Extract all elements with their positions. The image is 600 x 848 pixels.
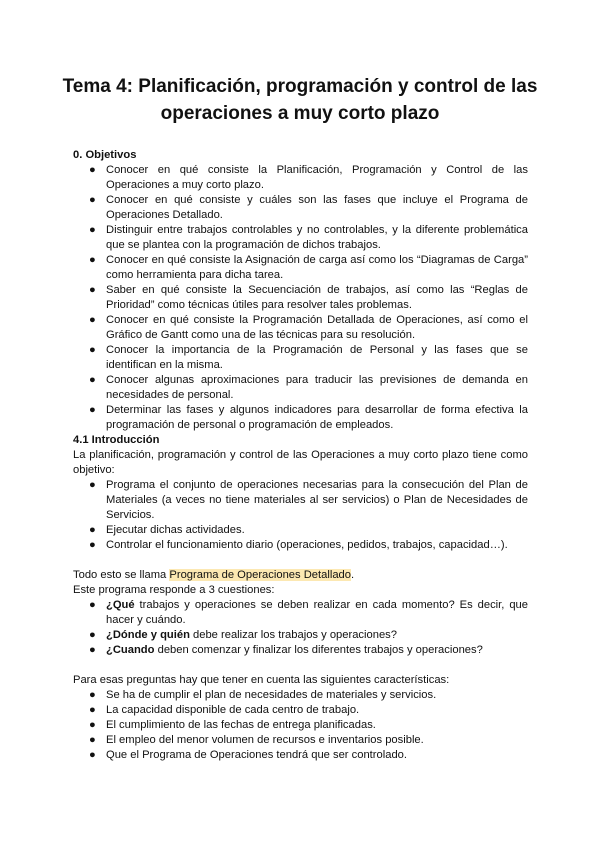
list-item: ● Ejecutar dichas actividades.: [89, 524, 245, 536]
objectives-list: [73, 163, 528, 433]
list-item: ● La capacidad disponible de cada centro de trabajo.: [89, 704, 360, 716]
highlighted-term: Programa de Operaciones Detallado: [169, 569, 351, 581]
question-keyword: ¿Dónde y quién: [106, 629, 190, 641]
introduction-list: [73, 478, 528, 553]
spacer: [73, 553, 528, 568]
list-item: ● ¿Dónde y quién debe realizar los trabajos y operaciones?: [89, 629, 397, 641]
characteristics-intro: Para esas preguntas hay que tener en cuenta las siguientes características:: [73, 674, 450, 686]
document-body: [73, 148, 528, 763]
question-keyword: ¿Cuando: [106, 644, 155, 656]
page-title-line1: Tema 4: Planificación, programación y control de las: [62, 76, 538, 97]
list-item: ● Se ha de cumplir el plan de necesidades de materiales y servicios.: [89, 689, 437, 701]
bullet-icon: ●: [89, 404, 96, 416]
characteristics-list: [73, 688, 528, 763]
bullet-icon: ●: [89, 749, 96, 761]
objectives-heading: 0. Objetivos: [73, 149, 137, 161]
bullet-icon: ●: [89, 539, 96, 551]
bullet-icon: ●: [89, 314, 96, 326]
list-item: ● ¿Cuando deben comenzar y finalizar los diferentes trabajos y operaciones?: [89, 644, 483, 656]
list-item: ● Distinguir entre trabajos controlables y no controlables, y la diferente problemática que se plantea con la programación de dichos trabajos.: [89, 224, 528, 251]
page-title-line2: operaciones a muy corto plazo: [160, 103, 440, 124]
bullet-icon: ●: [89, 164, 96, 176]
list-item: ● Que el Programa de Operaciones tendrá que ser controlado.: [89, 749, 407, 761]
questions-list: [73, 598, 528, 658]
list-item: ● Determinar las fases y algunos indicadores para desarrollar de forma efectiva la programación de personal o programación de empleados.: [89, 404, 528, 431]
list-item: ● Conocer la importancia de la Programación de Personal y las fases que se identifican en la misma.: [89, 344, 528, 371]
program-responds: Este programa responde a 3 cuestiones:: [73, 584, 275, 596]
bullet-icon: ●: [89, 479, 96, 491]
bullet-icon: ●: [89, 224, 96, 236]
list-item: ● Controlar el funcionamiento diario (operaciones, pedidos, trabajos, capacidad…).: [89, 539, 508, 551]
introduction-paragraph: La planificación, programación y control de las Operaciones a muy corto plazo tiene como objetivo:: [73, 449, 528, 476]
list-item: ● Conocer en qué consiste la Planificación, Programación y Control de las Operaciones a muy corto plazo.: [89, 164, 528, 191]
list-item: ● Saber en qué consiste la Secuenciación de trabajos, así como las “Reglas de Prioridad” como técnicas útiles para resolver tales problemas.: [89, 284, 528, 311]
bullet-icon: ●: [89, 719, 96, 731]
bullet-icon: ●: [89, 254, 96, 266]
bullet-icon: ●: [89, 704, 96, 716]
bullet-icon: ●: [89, 374, 96, 386]
list-item: ● El empleo del menor volumen de recursos e inventarios posible.: [89, 734, 424, 746]
list-item: ● Conocer en qué consiste la Asignación de carga así como los “Diagramas de Carga” como herramienta para dicha tarea.: [89, 254, 528, 281]
bullet-icon: ●: [89, 284, 96, 296]
list-item: ● Conocer algunas aproximaciones para traducir las previsiones de demanda en necesidades de personal.: [89, 374, 528, 401]
bullet-icon: ●: [89, 689, 96, 701]
program-intro: Todo esto se llama Programa de Operaciones Detallado.: [73, 569, 355, 581]
bullet-icon: ●: [89, 629, 96, 641]
list-item: ● Conocer en qué consiste la Programación Detallada de Operaciones, así como el Gráfico de Gantt como una de las técnicas para su resolución.: [89, 314, 528, 341]
bullet-icon: ●: [89, 734, 96, 746]
list-item: ● Programa el conjunto de operaciones necesarias para la consecución del Plan de Materiales (a veces no tiene materiales al ser servicios) o Plan de Necesidades de Servicios.: [89, 479, 528, 521]
list-item: ● Conocer en qué consiste y cuáles son las fases que incluye el Programa de Operaciones Detallado.: [89, 194, 528, 221]
bullet-icon: ●: [89, 524, 96, 536]
bullet-icon: ●: [89, 194, 96, 206]
bullet-icon: ●: [89, 599, 96, 611]
list-item: ● ¿Qué trabajos y operaciones se deben realizar en cada momento? Es decir, que hacer y cuándo.: [89, 599, 528, 626]
list-item: ● El cumplimiento de las fechas de entrega planificadas.: [89, 719, 376, 731]
introduction-heading: 4.1 Introducción: [73, 434, 160, 446]
spacer: [73, 658, 528, 673]
question-keyword: ¿Qué: [106, 599, 135, 611]
bullet-icon: ●: [89, 644, 96, 656]
page-title: [60, 73, 540, 127]
bullet-icon: ●: [89, 344, 96, 356]
